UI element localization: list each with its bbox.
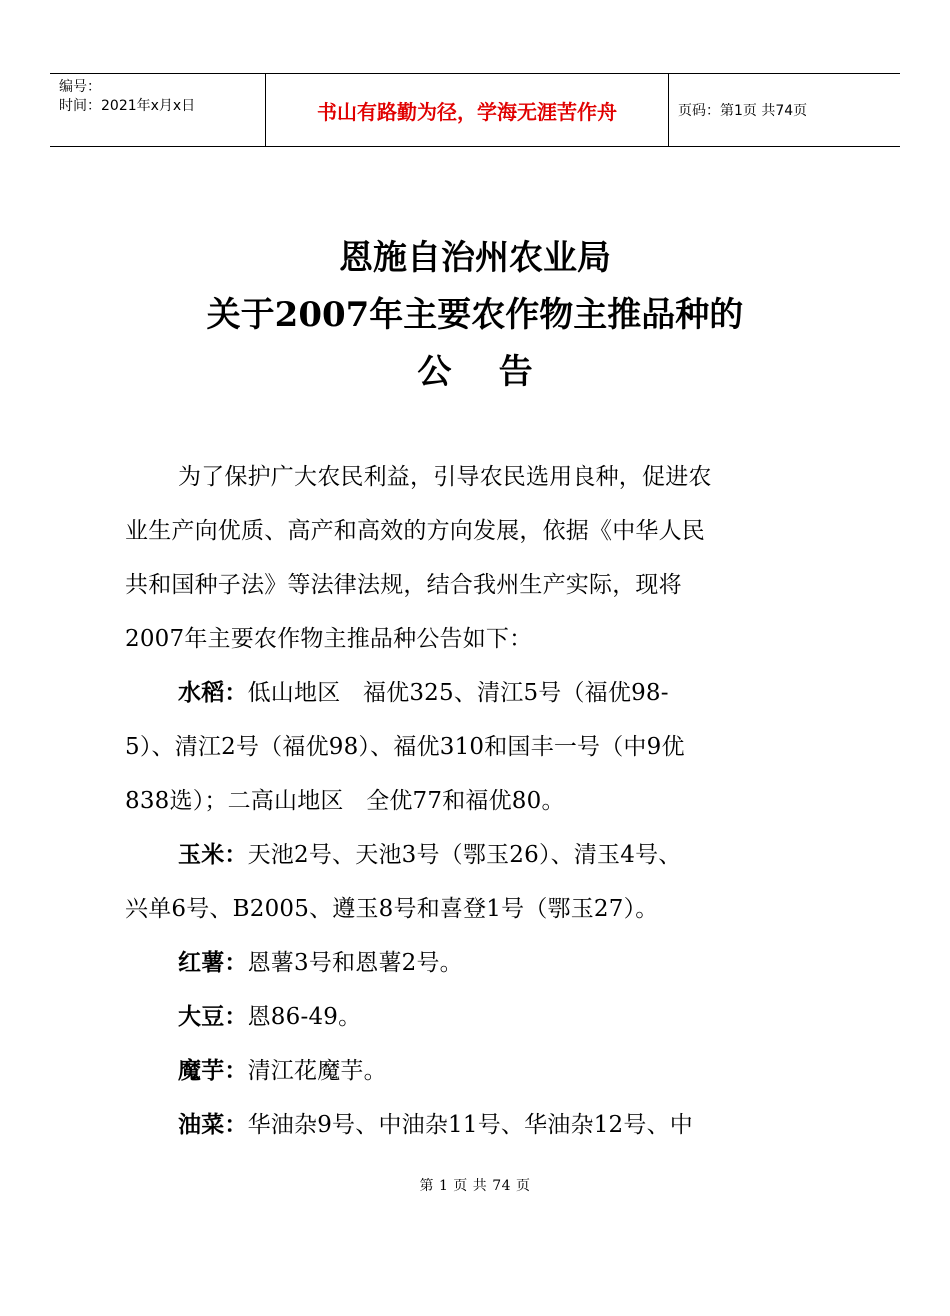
rice-text-1: 低山地区 福优325、清江5号（福优98- [247,680,669,706]
title-line-3: 公 告 [417,352,533,392]
title-line-1: 恩施自治州农业局 [339,238,611,278]
rapeseed-label: 油菜： [178,1112,248,1138]
title-line-2: 关于2007年主要农作物主推品种的 [206,295,744,335]
intro-line-1: 为了保护广大农民利益，引导农民选用良种，促进农 [178,464,712,490]
header-page-info: 页码：第1页 共74页 [678,103,808,119]
document-title [0,230,950,401]
konjac-text: 清江花魔芋。 [247,1058,387,1084]
page-header [50,73,900,147]
soybean-label: 大豆： [178,1004,248,1030]
intro-line-2: 业生产向优质、高产和高效的方向发展，依据《中华人民 [125,518,705,544]
header-divider-right [668,74,669,146]
rice-line-2: 5）、清江2号（福优98）、福优310和国丰一号（中9优 [125,734,685,760]
rapeseed-line [125,1098,825,1152]
rice-line-3: 838选）；二高山地区 全优77和福优80。 [125,788,565,814]
rice-label: 水稻： [178,680,248,706]
corn-text-1: 天池2号、天池3号（鄂玉26）、清玉4号、 [247,842,682,868]
header-motto: 书山有路勤为径，学海无涯苦作舟 [317,99,617,124]
corn-line-2: 兴单6号、B2005、遵玉8号和喜登1号（鄂玉27）。 [125,896,659,922]
time-label: 时间：2021年x月x日 [59,98,196,114]
soybean-line [125,990,825,1044]
corn-line-1 [125,828,825,882]
intro-line-3: 共和国种子法》等法律法规，结合我州生产实际，现将 [125,572,682,598]
sweet-potato-line [125,936,825,990]
document-body [125,450,825,1152]
sweet-potato-label: 红薯： [178,950,248,976]
page-footer: 第 1 页 共 74 页 [419,1178,531,1194]
rapeseed-text: 华油杂9号、中油杂11号、华油杂12号、中 [247,1112,693,1138]
header-meta [59,78,269,116]
sweet-potato-text: 恩薯3号和恩薯2号。 [247,950,463,976]
intro-line-4: 2007年主要农作物主推品种公告如下： [125,626,533,652]
number-label: 编号： [59,79,101,95]
konjac-line [125,1044,825,1098]
rice-line-1 [125,666,825,720]
corn-label: 玉米： [178,842,248,868]
soybean-text: 恩86-49。 [247,1004,362,1030]
konjac-label: 魔芋： [178,1058,248,1084]
